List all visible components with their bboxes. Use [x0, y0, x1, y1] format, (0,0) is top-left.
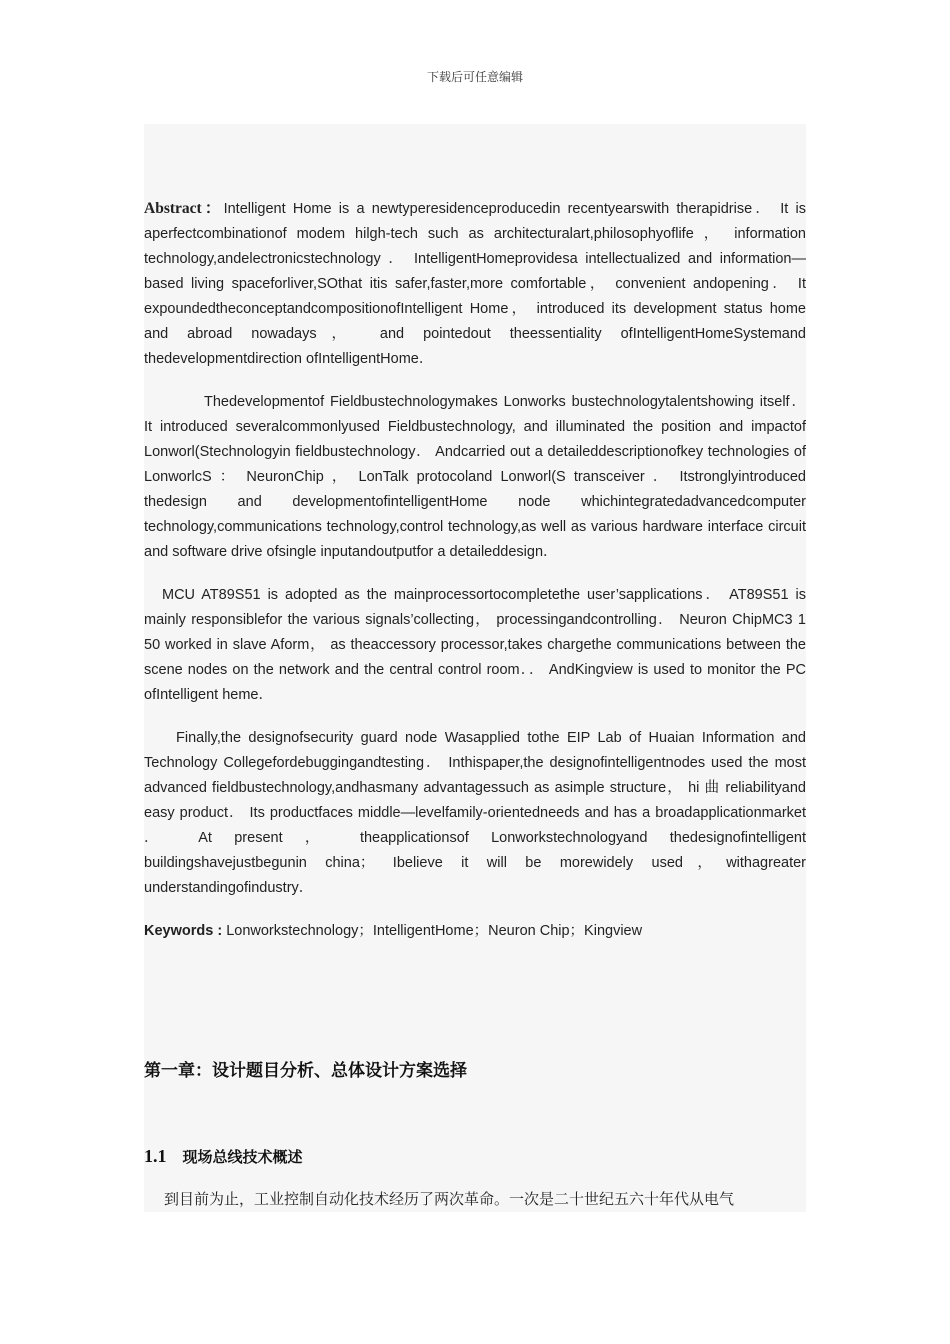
section-heading	[144, 1146, 303, 1167]
header-note: 下载后可任意编辑	[426, 70, 523, 84]
section-title-text: 现场总线技术概述	[182, 1148, 303, 1166]
abstract-paragraph-4: Finally,the designofsecurity guard node Wasapplied tothe EIP Lab of Huaian Information and Technology Collegefordebuggingandtesting． Inthispaper,the designofintelligentnodes used the most advanced fieldbustechnology,andhasmany advantagessuch as asimple structure， hi 曲 reliabilityand easy product． Its productfaces middle—levelfamily-orientedneeds and has a broadapplicationmarket ． At present ， theapplicationsof Lonworkstechnologyand thedesignofintelligent buildingshavejustbegunin china； Ibelieve it will be morewidely used，withagreater understandingofindustry．	[144, 730, 806, 896]
keywords-line	[144, 919, 806, 944]
section-number: 1.1	[144, 1146, 167, 1166]
keywords-text: Lonworkstechnology；IntelligentHome；Neuron Chip；Kingview	[222, 923, 643, 939]
body-paragraph-cn: 到目前为止，工业控制自动化技术经历了两次革命。一次是二十世纪五六十年代从电气	[164, 1190, 735, 1208]
chapter-title: 第一章：设计题目分析、总体设计方案选择	[144, 1061, 467, 1081]
abstract-text-1: Intelligent Home is a newtyperesidenceproducedin recentyearswith therapidrise． It is aperfectcombinationof modem hilgh-tech such as architecturalart,philosophyoflife ， information technology,andelectronicstechnology ． IntelligentHomeprovidesa intellectualized and information—based living spaceforliver,SOthat itis safer,faster,more comfortable， convenient andopening． It expoundedtheconceptandcompositionofIntelligent Home， introduced its development status home and abroad nowadays， and pointedout theessentiality ofIntelligentHomeSystemand thedevelopmentdirection ofIntelligentHome．	[144, 201, 806, 367]
abstract-paragraph-3: MCU AT89S51 is adopted as the mainprocessortocompletethe user’sapplications． AT89S51 is mainly responsiblefor the various signals’collecting， processingandcontrolling． Neuron ChipMC3 1 50 worked in slave Aform， as theaccessory processor,takes chargethe communications between the scene nodes on the network and the central control room．． AndKingview is used to monitor the PC ofIntelligent heme．	[144, 587, 806, 703]
abstract-paragraph-1	[144, 196, 806, 372]
abstract-label: Abstract：	[144, 200, 224, 217]
abstract-paragraph-2: Thedevelopmentof Fieldbustechnologymakes Lonworks bustechnologytalentshowing itself． It introduced severalcommonlyused Fieldbustechnology, and illuminated the position and impactof Lonworl(Stechnologyin fieldbustechnology． Andcarried out a detaileddescriptionofkey technologies of LonworlcS ： NeuronChip ， LonTalk protocoland Lonworl(S transceiver ． Itstronglyintroduced thedesign and developmentofintelligentHome node whichintegratedadvancedcomputer technology,communications technology,control technology,as well as various hardware interface circuit and software drive ofsingle inputandoutputfor a detaileddesign．	[144, 394, 806, 560]
keywords-label: Keywords :	[144, 923, 223, 939]
page-content	[144, 124, 806, 1212]
abstract-section	[144, 196, 806, 944]
